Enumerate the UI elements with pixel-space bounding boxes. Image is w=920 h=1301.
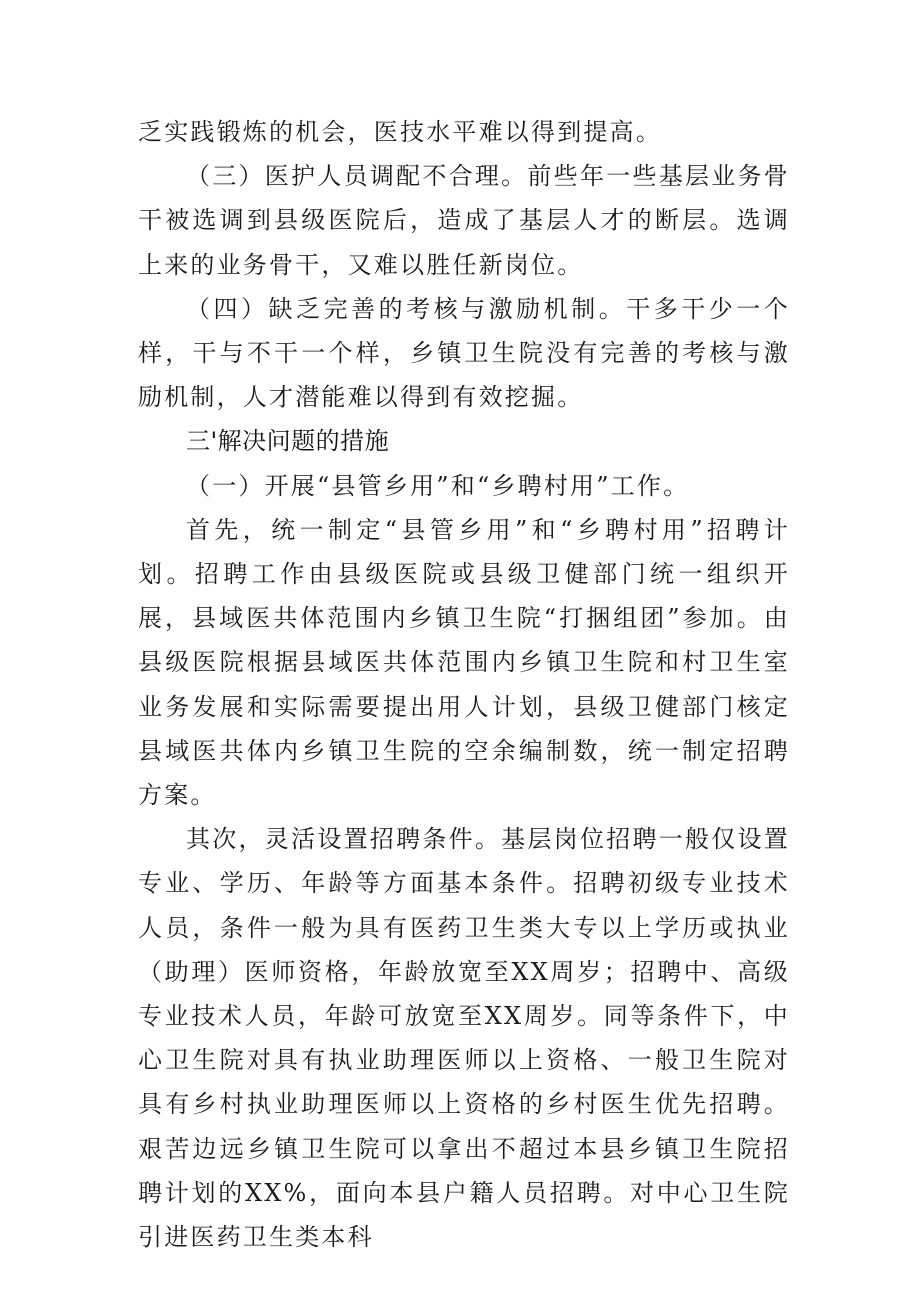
paragraph-continuation: 乏实践锻炼的机会，医技水平难以得到提高。: [138, 118, 662, 146]
paragraph-recruitment-conditions: 其次，灵活设置招聘条件。基层岗位招聘一般仅设置专业、学历、年龄等方面基本条件。招聘初级专业技术人员，条件一般为具有医药卫生类大专以上学历或执业（助理）医师资格，年龄放宽至XX周岁；招聘中、高级专业技术人员，年龄可放宽至XX周岁。同等条件下，中心卫生院对具有执业助理医师以上资格、一般卫生院对具有乡村执业助理医师以上资格的乡村医生优先招聘。艰苦边远乡镇卫生院可以拿出不超过本县乡镇卫生院招聘计划的XX%，面向本县户籍人员招聘。对中心卫生院引进医药卫生类本科: [138, 825, 790, 1252]
paragraph-recruitment-plan: 首先，统一制定“县管乡用”和“乡聘村用”招聘计划。招聘工作由县级医院或县级卫健部门统一组织开展，县域医共体范围内乡镇卫生院“打捆组团”参加。由县级医院根据县域医共体范围内乡镇卫生院和村卫生室业务发展和实际需要提出用人计划，县级卫健部门核定县域医共体内乡镇卫生院的空余编制数，统一制定招聘方案。: [138, 515, 790, 810]
paragraph-incentive-mechanism: （四）缺乏完善的考核与激励机制。干多干少一个样，干与不干一个样，乡镇卫生院没有完善的考核与激励机制，人才潜能难以得到有效挖掘。: [138, 294, 790, 412]
paragraph-subheading-one: （一）开展“县管乡用”和“乡聘村用”工作。: [186, 471, 690, 500]
section-heading: 三'解决问题的措施: [186, 427, 390, 456]
paragraph-staff-allocation: （三）医护人员调配不合理。前些年一些基层业务骨干被选调到县级医院后，造成了基层人才的断层。选调上来的业务骨干，又难以胜任新岗位。: [138, 162, 790, 279]
